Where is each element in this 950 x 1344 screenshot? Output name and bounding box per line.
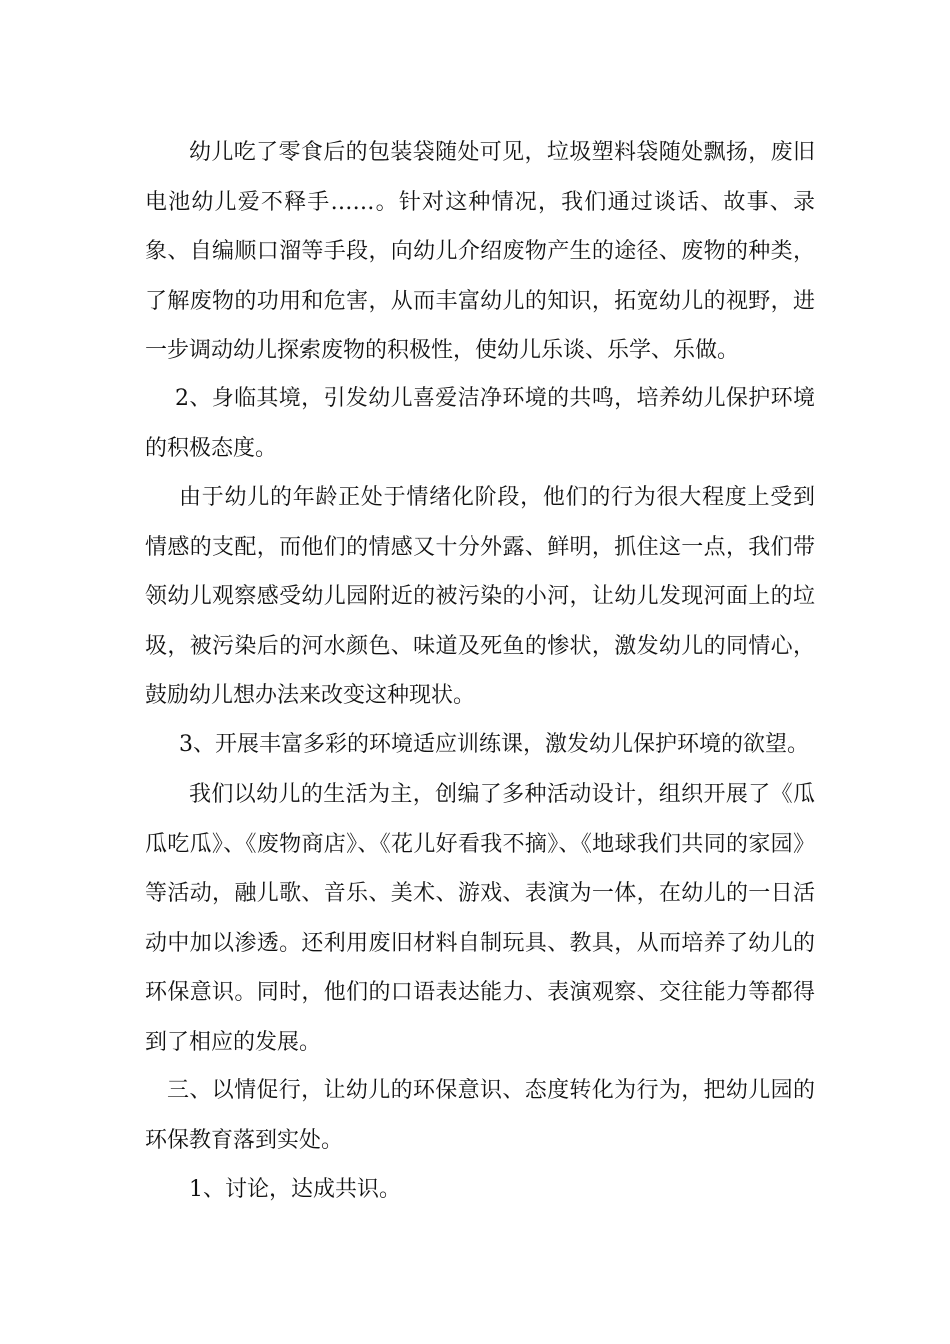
chapter-heading-3: 三、以情促行，让幼儿的环保意识、态度转化为行为，把幼儿园的环保教育落到实处。	[145, 1078, 815, 1153]
body-paragraph: 我们以幼儿的生活为主，创编了多种活动设计，组织开展了《瓜瓜吃瓜》、《废物商店》、《花儿好看我不摘》、《地球我们共同的家园》等活动，融儿歌、音乐、美术、游戏、表演为一体，在幼儿的一日活动中加以渗透。还利用废旧材料自制玩具、教具，从而培养了幼儿的环保意识。同时，他们的口语表达能力、表演观察、交往能力等都得到了相应的发展。	[145, 782, 815, 1055]
body-paragraph: 由于幼儿的年龄正处于情绪化阶段，他们的行为很大程度上受到情感的支配，而他们的情感又十分外露、鲜明，抓住这一点，我们带领幼儿观察感受幼儿园附近的被污染的小河，让幼儿发现河面上的垃圾，被污染后的河水颜色、味道及死鱼的惨状，激发幼儿的同情心，鼓励幼儿想办法来改变这种现状。	[145, 485, 815, 708]
body-paragraph: 幼儿吃了零食后的包装袋随处可见，垃圾塑料袋随处飘扬，废旧电池幼儿爱不释手……。针对这种情况，我们通过谈话、故事、录象、自编顺口溜等手段，向幼儿介绍废物产生的途径、废物的种类，了解废物的功用和危害，从而丰富幼儿的知识，拓宽幼儿的视野，进一步调动幼儿探索废物的积极性，使幼儿乐谈、乐学、乐做。	[145, 140, 815, 363]
section-heading-3: 3、开展丰富多彩的环境适应训练课，激发幼儿保护环境的欲望。	[179, 732, 809, 757]
section-heading-1: 1、讨论，达成共识。	[189, 1177, 401, 1202]
section-heading-2: 2、身临其境，引发幼儿喜爱洁净环境的共鸣，培养幼儿保护环境的积极态度。	[145, 386, 815, 461]
